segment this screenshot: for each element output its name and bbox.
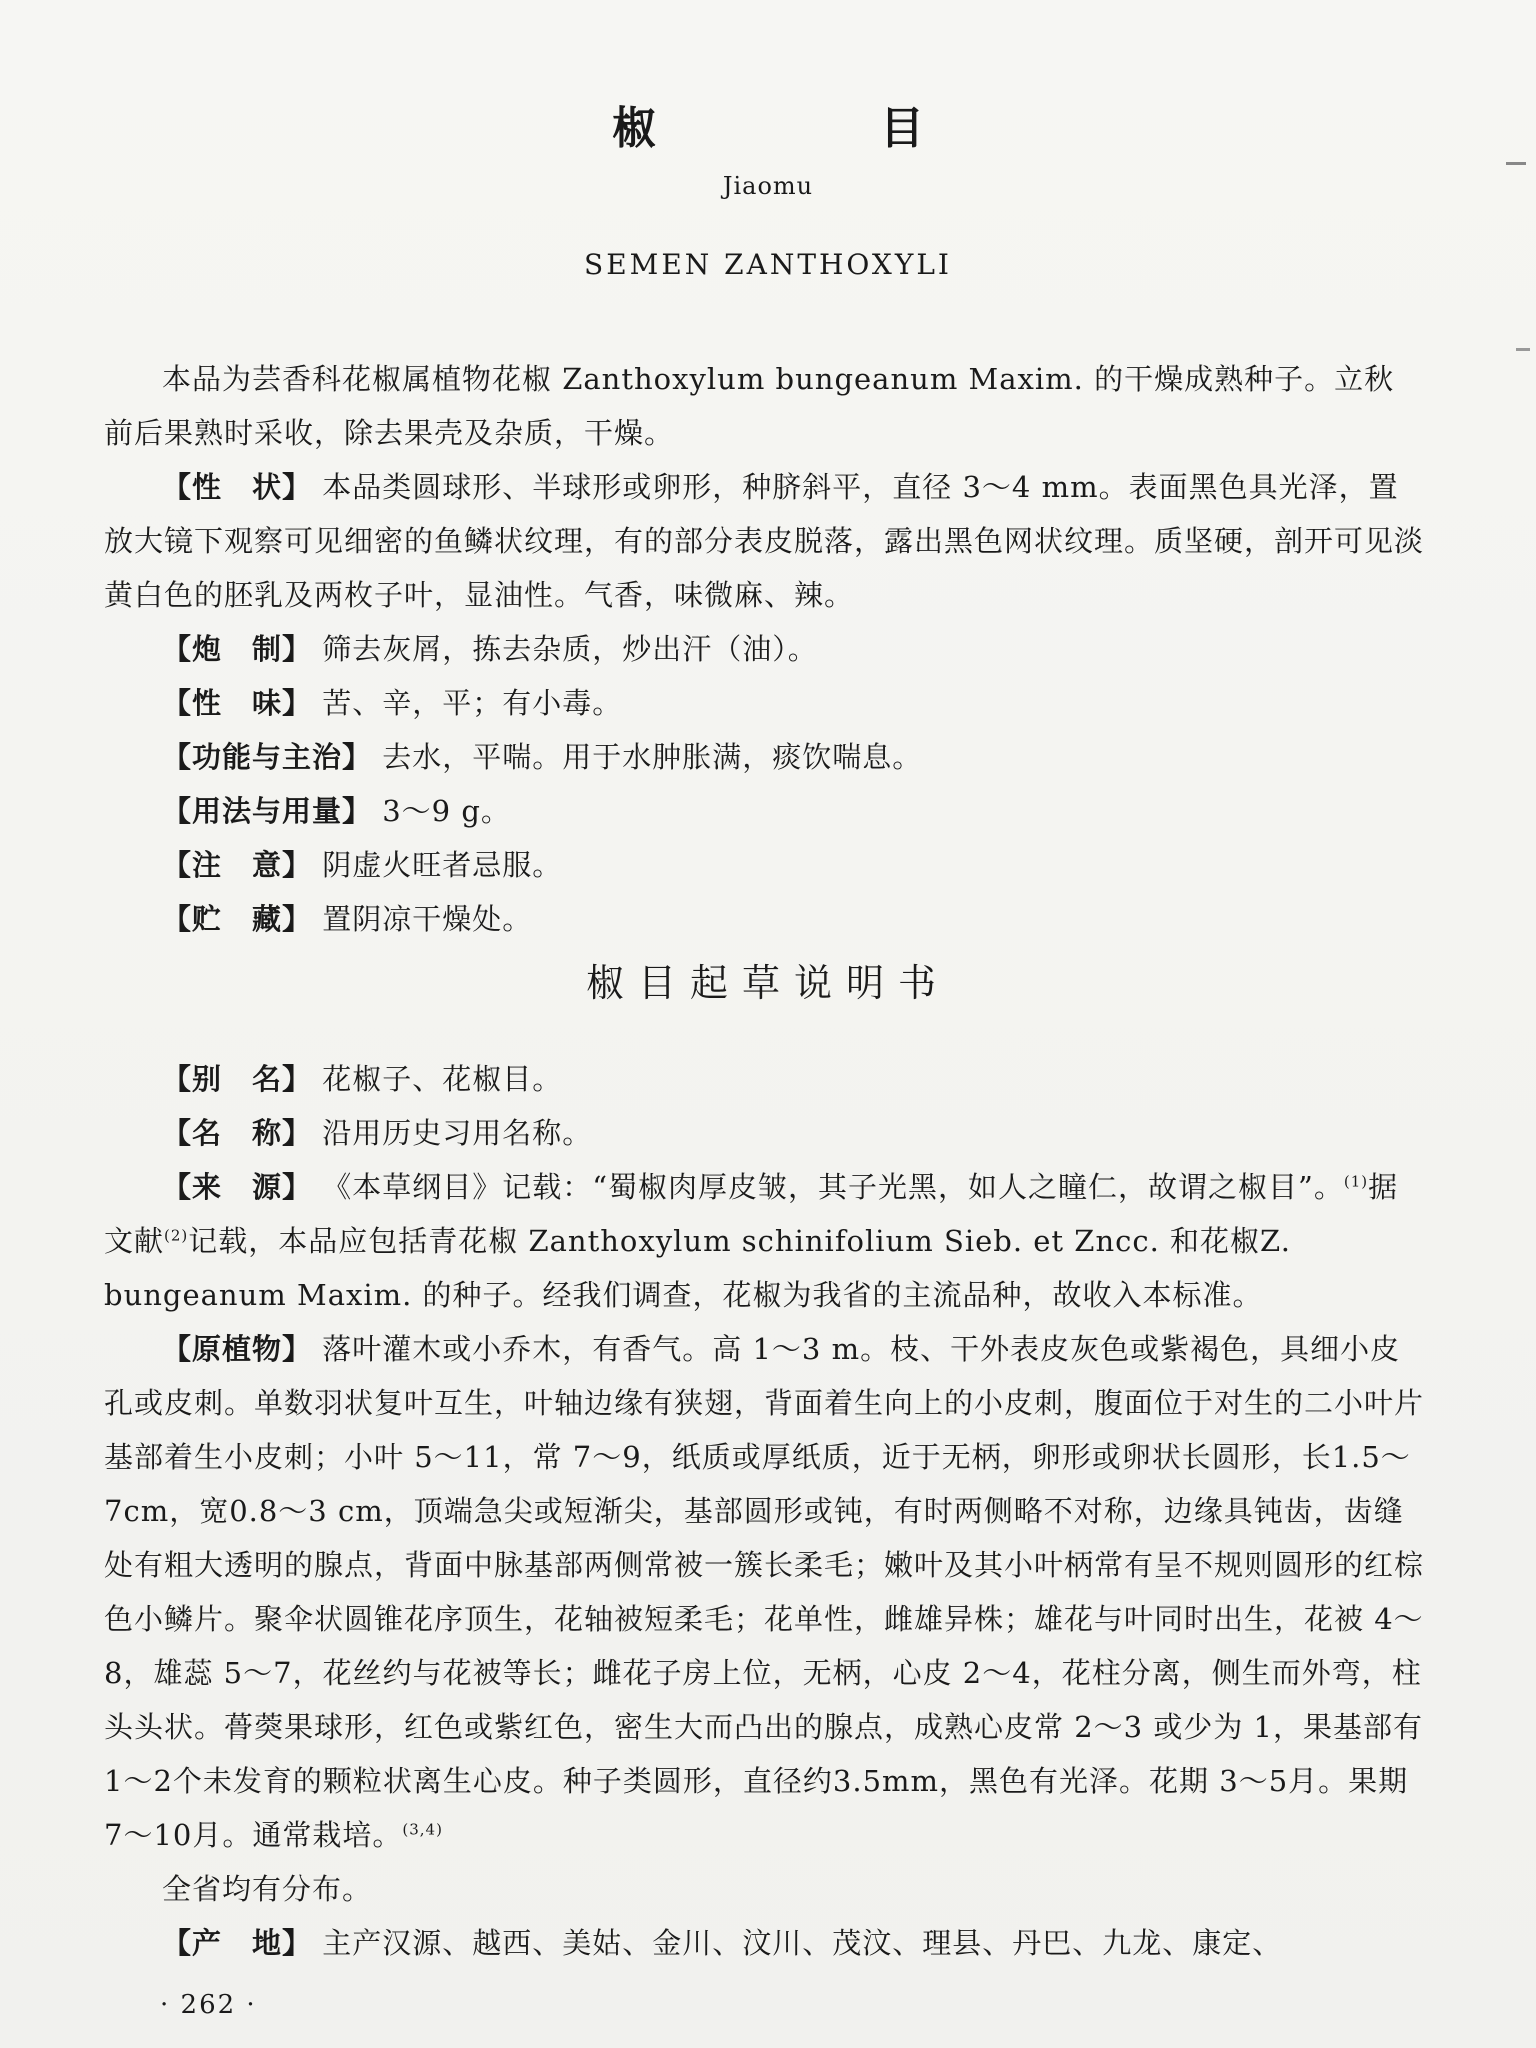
citation-ref: (1) bbox=[1343, 1172, 1369, 1191]
citation-ref: (3,4) bbox=[402, 1820, 443, 1839]
page-edge-mark bbox=[1516, 348, 1530, 351]
section-processing bbox=[104, 622, 1424, 676]
section-text: 去水，平喘。用于水肿胀满，痰饮喘息。 bbox=[382, 740, 923, 774]
latin-name: SEMEN ZANTHOXYLI bbox=[584, 248, 952, 281]
section-text: 3～9 g。 bbox=[382, 794, 511, 828]
section-text: 主产汉源、越西、美姑、金川、汶川、茂汶、理县、丹巴、九龙、康定、 bbox=[322, 1926, 1283, 1960]
intro-paragraph: 本品为芸香科花椒属植物花椒 Zanthoxylum bungeanum Maxim. 的干燥成熟种子。立秋前后果熟时采收，除去果壳及杂质，干燥。 bbox=[104, 362, 1395, 450]
drafting-notes-body bbox=[104, 1052, 1424, 1970]
distribution-paragraph: 全省均有分布。 bbox=[162, 1872, 373, 1906]
section-storage bbox=[104, 892, 1424, 946]
section-text: 本品类圆球形、半球形或卵形，种脐斜平，直径 3～4 mm。表面黑色具光泽，置放大镜下观察可见细密的鱼鳞状纹理，有的部分表皮脱落，露出黑色网状纹理。质坚硬，剖开可见淡黄白色的胚乳及两枚子叶，显油性。气香，味微麻、辣。 bbox=[104, 470, 1425, 612]
section-label: 【炮 制】 bbox=[162, 632, 313, 666]
section-text: 记载，本品应包括青花椒 Zanthoxylum schinifolium Sieb. et Zncc. 和花椒Z. bungeanum Maxim. 的种子。经我们调查，花椒为我省的主流品种，故收入本标准。 bbox=[104, 1224, 1291, 1312]
citation-ref: (2) bbox=[164, 1226, 189, 1245]
section-text: 置阴凉干燥处。 bbox=[322, 902, 533, 936]
section-text: 《本草纲目》记载：“蜀椒肉厚皮皱，其子光黑，如人之瞳仁，故谓之椒目”。 bbox=[322, 1170, 1344, 1204]
section-text: 沿用历史习用名称。 bbox=[322, 1116, 593, 1150]
section-text: 花椒子、花椒目。 bbox=[322, 1062, 563, 1096]
section-label: 【性 味】 bbox=[162, 686, 313, 720]
section-nature-flavor bbox=[104, 676, 1424, 730]
section-alias bbox=[104, 1052, 1424, 1106]
section-label: 【名 称】 bbox=[162, 1116, 313, 1150]
section-label: 【原植物】 bbox=[162, 1332, 313, 1366]
section-label: 【产 地】 bbox=[162, 1926, 313, 1960]
section-origin bbox=[104, 1916, 1424, 1970]
section-label: 【贮 藏】 bbox=[162, 902, 313, 936]
page-edge-mark bbox=[1506, 162, 1526, 165]
drafting-notes-title: 椒目起草说明书 bbox=[585, 961, 950, 1005]
section-caution bbox=[104, 838, 1424, 892]
page-title: 椒 目 bbox=[612, 103, 1014, 154]
section-label: 【别 名】 bbox=[162, 1062, 313, 1096]
section-original-plant bbox=[104, 1322, 1424, 1862]
page-number: · 262 · bbox=[160, 1990, 257, 2020]
section-text: 筛去灰屑，拣去杂质，炒出汗（油）。 bbox=[322, 632, 818, 666]
section-label: 【来 源】 bbox=[162, 1170, 313, 1204]
monograph-body bbox=[104, 352, 1424, 946]
section-text: 苦、辛，平；有小毒。 bbox=[322, 686, 623, 720]
section-source bbox=[104, 1160, 1424, 1322]
section-text: 落叶灌木或小乔木，有香气。高 1～3 m。枝、干外表皮灰色或紫褐色，具细小皮孔或皮刺。单数羽状复叶互生，叶轴边缘有狭翅，背面着生向上的小皮刺，腹面位于对生的二小叶片基部着生小皮刺；小叶 5～11，常 7～9，纸质或厚纸质，近于无柄，卵形或卵状长圆形，长1.5～7cm，宽0.8～3 cm，顶端急尖或短渐尖，基部圆形或钝，有时两侧略不对称，边缘具钝齿，齿缝处有粗大透明的腺点，背面中脉基部两侧常被一簇长柔毛；嫩叶及其小叶柄常有呈不规则圆形的红棕色小鳞片。聚伞状圆锥花序顶生，花轴被短柔毛；花单性，雌雄异株；雄花与叶同时出生，花被 4～8，雄蕊 5～7，花丝约与花被等长；雌花子房上位，无柄，心皮 2～4，花柱分离，侧生而外弯，柱头头状。蓇葖果球形，红色或紫红色，密生大而凸出的腺点，成熟心皮常 2～3 或少为 1，果基部有1～2个未发育的颗粒状离生心皮。种子类圆形，直径约3.5mm，黑色有光泽。花期 3～5月。果期 7～10月。通常栽培。 bbox=[104, 1332, 1425, 1852]
section-label: 【性 状】 bbox=[162, 470, 313, 504]
section-label: 【注 意】 bbox=[162, 848, 313, 882]
section-dosage bbox=[104, 784, 1424, 838]
section-label: 【用法与用量】 bbox=[162, 794, 373, 828]
section-label: 【功能与主治】 bbox=[162, 740, 373, 774]
section-text: 据文献 bbox=[104, 1170, 1399, 1258]
section-character bbox=[104, 460, 1424, 622]
section-functions bbox=[104, 730, 1424, 784]
pinyin-name: Jiaomu bbox=[722, 172, 814, 200]
section-text: 阴虚火旺者忌服。 bbox=[322, 848, 563, 882]
section-name bbox=[104, 1106, 1424, 1160]
